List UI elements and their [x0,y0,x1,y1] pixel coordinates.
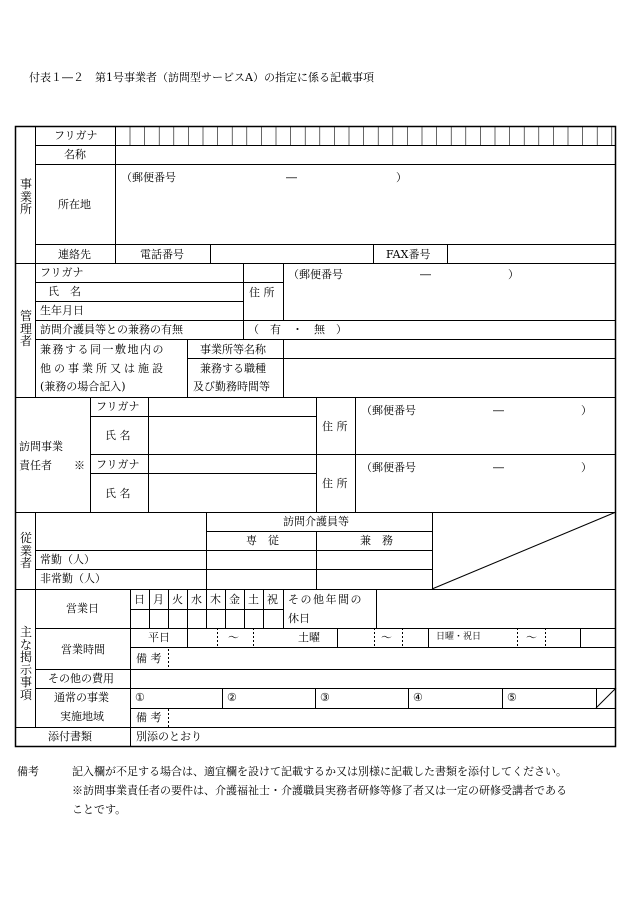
staff-header: 訪問介護員等 [283,515,349,528]
responsible2-furigana-label: フリガナ [96,458,140,471]
office-phone-label: 電話番号 [140,248,184,261]
sunday-label: 日曜・祝日 [436,632,482,642]
business-days-label: 営業日 [66,602,99,615]
manager-section-label: 管理者 [19,309,32,349]
manager-concurrent-question: 訪問介護員等との兼務の有無 [40,323,183,336]
manager-concurrent-answer: （ 有 ・ 無 ） [248,323,347,336]
manager-other-line2: 他の事業所又は施設 [40,362,166,375]
area-num-3: ③ [320,691,330,704]
other-costs-label: その他の費用 [48,672,114,685]
day-cell: 月 [153,593,164,606]
office-section-label: 事業所 [19,177,32,217]
notes-line2: ※訪問事業責任者の要件は、介護福祉士・介護職員実務者研修等修了者又は一定の研修受講者である [72,784,567,797]
manager-job-line1: 兼務する職種 [200,362,266,375]
staff-dedicated-label: 専 従 [246,534,279,547]
area-num-1: ① [135,691,145,704]
day-cell: 火 [172,593,183,606]
area-label-line2: 実施地域 [60,710,104,723]
manager-postal: （郵便番号 ― ） [288,268,519,281]
responsible2-postal: （郵便番号 ― ） [361,461,592,474]
form-title: 付表１―２ 第1号事業者（訪問型サービスA）の指定に係る記載事項 [29,71,374,84]
business-hours-label: 営業時間 [61,643,105,656]
attachment-label: 添付書類 [48,730,92,743]
staff-fulltime-label: 常勤（人） [40,553,95,566]
manager-job-line2: 及び勤務時間等 [193,380,270,393]
notes-label: 備考 [17,765,39,778]
manager-other-line1: 兼務する同一敷地内の [40,343,165,356]
manager-address-label: 住 所 [249,286,275,299]
day-cell: 水 [191,593,202,606]
items-section-label: 主な掲示事項 [19,625,32,702]
office-postal: （郵便番号 ― ） [121,171,407,184]
responsible1-furigana-label: フリガナ [96,400,140,413]
responsible1-postal: （郵便番号 ― ） [361,404,592,417]
office-contact-label: 連絡先 [58,248,91,261]
office-fax-label: FAX番号 [386,248,431,261]
other-holidays-line2: 休日 [288,612,310,625]
office-address-label: 所在地 [58,198,91,211]
responsible-label-line1: 訪問事業 [19,440,63,453]
saturday-label: 土曜 [298,631,320,644]
day-cell: 日 [134,593,145,606]
area-num-2: ② [227,691,237,704]
attachment-value: 別添のとおり [136,730,202,743]
manager-office-name-label: 事業所等名称 [200,343,266,356]
responsible1-address-label: 住 所 [322,420,348,433]
hours-remarks-label: 備 考 [136,652,162,665]
sunday-tilde: ～ [526,631,537,644]
staff-section-label: 従業者 [19,531,32,571]
area-label-line1: 通常の事業 [54,691,109,704]
day-cell: 土 [248,593,259,606]
manager-birth-label: 生年月日 [40,304,84,317]
manager-name-label: 氏 名 [48,285,81,298]
weekday-tilde: ～ [228,631,239,644]
notes-line3: ことです。 [72,803,127,816]
day-cell: 金 [229,593,240,606]
manager-furigana-label: フリガナ [40,266,84,279]
office-name-label: 名称 [64,148,86,161]
responsible-label-line2: 責任者 ※ [19,459,85,472]
office-furigana-label: フリガナ [54,129,98,142]
area-num-5: ⑤ [507,691,517,704]
staff-parttime-label: 非常勤（人） [40,572,106,585]
area-num-4: ④ [413,691,423,704]
saturday-tilde: ～ [381,631,392,644]
responsible2-address-label: 住 所 [322,477,348,490]
day-cell: 祝 [267,593,278,606]
responsible1-name-label: 氏 名 [105,429,131,442]
notes-line1: 記入欄が不足する場合は、適宜欄を設けて記載するか又は別様に記載した書類を添付してください。 [72,765,567,778]
manager-other-line3: (兼務の場合記入) [40,380,126,393]
responsible2-name-label: 氏 名 [105,487,131,500]
area-remarks-label: 備 考 [136,711,162,724]
weekday-label: 平日 [148,631,170,644]
staff-concurrent-label: 兼 務 [360,534,393,547]
other-holidays-line1: その他年間の [288,593,363,606]
day-cell: 木 [210,593,221,606]
